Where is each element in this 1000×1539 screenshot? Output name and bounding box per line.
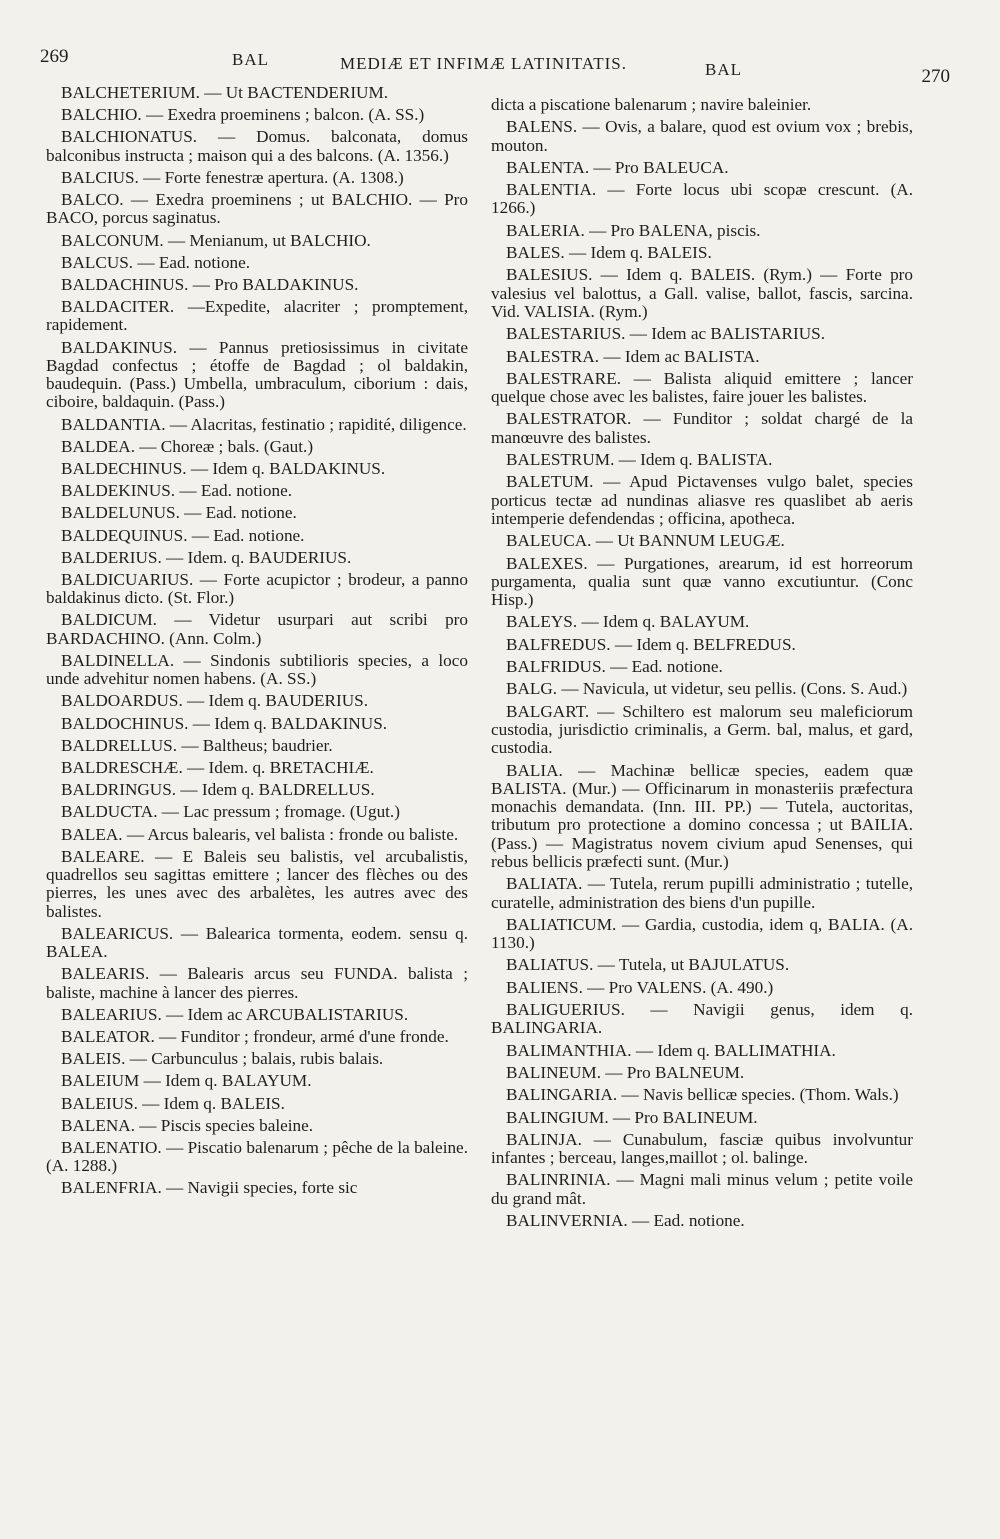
left-column xyxy=(46,84,468,1202)
dictionary-entry: BALIA. — Machinæ bellicæ species, eadem quæ BALISTA. (Mur.) — Officinarum in monasteriis præfectura monachis demandata. (Inn. III. PP.) — Tutela, auctoritas, tributum pro protectione a domino concessa ; ut BAILIA. (Pass.) — Magistratus novem civium apud Senenses, qui rebus bellicis præfecti sunt. (Mur.) xyxy=(491,760,913,871)
dictionary-entry: BALEIUM — Idem q. BALAYUM. xyxy=(61,1071,312,1091)
dictionary-entry: BALIATICUM. — Gardia, custodia, idem q, BALIA. (A. 1130.) xyxy=(491,914,913,953)
dictionary-entry: BALDRESCHÆ. — Idem. q. BRETACHIÆ. xyxy=(61,757,374,777)
dictionary-entry: BALDACITER. —Expedite, alacriter ; promptement, rapidement. xyxy=(46,297,468,335)
dictionary-entry: BALCHIONATUS. — Domus. balconata, domus balconibus instructa ; maison qui a des balcons. (A. 1356.) xyxy=(46,127,468,165)
dictionary-entry: BALDECHINUS. — Idem q. BALDAKINUS. xyxy=(61,459,386,479)
dictionary-entry: BALINRINIA. — Magni mali minus velum ; petite voile du grand mât. xyxy=(491,1170,913,1208)
dictionary-entry: BALENTIA. — Forte locus ubi scopæ crescunt. (A. 1266.) xyxy=(491,180,913,218)
running-head-center: MEDIÆ ET INFIMÆ LATINITATIS. xyxy=(340,54,627,73)
dictionary-entry: BALESIUS. — Idem q. BALEIS. (Rym.) — Forte pro valesius vel balottus, a Gall. valise, ballot, fascis, sarcina. Vid. VALISIA. (Rym.) xyxy=(491,265,913,321)
dictionary-entry: BALESTRARE. — Balista aliquid emittere ; lancer quelque chose avec les balistes, faire jouer les balistes. xyxy=(491,368,913,407)
dictionary-entry: BALDACHINUS. — Pro BALDAKINUS. xyxy=(61,274,359,294)
dictionary-entry: BALCHIO. — Exedra proeminens ; balcon. (A. SS.) xyxy=(61,105,425,125)
dictionary-entry: BALESTRATOR. — Funditor ; soldat chargé de la manœuvre des balistes. xyxy=(491,409,913,447)
dictionary-entry: BALDRINGUS. — Idem q. BALDRELLUS. xyxy=(61,780,375,800)
dictionary-entry: BALDELUNUS. — Ead. notione. xyxy=(61,503,297,523)
dictionary-entry: BALDOCHINUS. — Idem q. BALDAKINUS. xyxy=(61,713,388,733)
dictionary-entry: BALENS. — Ovis, a balare, quod est ovium vox ; brebis, mouton. xyxy=(491,117,913,155)
dictionary-entry: BALDAKINUS. — Pannus pretiosissimus in civitate Bagdad confectus ; étoffe de Bagdad ; ol baldakin, baudequin. (Pass.) Umbella, umbraculum, ciborium : dais, ciboire, baldaquin. (Pass.) xyxy=(46,337,468,412)
dictionary-entry: BALENTA. — Pro BALEUCA. xyxy=(506,157,729,177)
page-header xyxy=(40,44,950,87)
dictionary-entry: BALEARE. — E Baleis seu balistis, vel arcubalistis, quadrellos seu sagittas emittere ; lancer des flèches ou des pierres, les unes avec des arbalètes, les autres avec des balistes. xyxy=(46,846,468,921)
dictionary-entry: BALCO. — Exedra proeminens ; ut BALCHIO. — Pro BACO, porcus saginatus. xyxy=(46,190,468,228)
dictionary-entry: BALIATUS. — Tutela, ut BAJULATUS. xyxy=(506,955,790,975)
dictionary-entry: BALEARIS. — Balearis arcus seu FUNDA. balista ; baliste, machine à lancer des pierres. xyxy=(46,964,468,1002)
running-head-right: BAL xyxy=(705,60,742,79)
dictionary-entry: BALINGARIA. — Navis bellicæ species. (Thom. Wals.) xyxy=(506,1085,899,1105)
dictionary-entry: BALES. — Idem q. BALEIS. xyxy=(506,243,712,263)
dictionary-entry: BALIENS. — Pro VALENS. (A. 490.) xyxy=(506,977,774,997)
dictionary-entry: BALDEA. — Choreæ ; bals. (Gaut.) xyxy=(61,436,314,456)
dictionary-entry: BALEUCA. — Ut BANNUM LEUGÆ. xyxy=(506,531,785,551)
dictionary-entry: BALEA. — Arcus balearis, vel balista : fronde ou baliste. xyxy=(61,824,459,844)
dictionary-entry: BALGART. — Schiltero est malorum seu maleficiorum custodia, jurisdictio criminalis, a Germ. bal, malus, et gard, custodia. xyxy=(491,701,913,758)
dictionary-entry: BALENA. — Piscis species baleine. xyxy=(61,1115,314,1135)
page-number-right: 270 xyxy=(921,66,950,87)
page-number-left: 269 xyxy=(40,46,69,67)
dictionary-entry: BALCONUM. — Menianum, ut BALCHIO. xyxy=(61,230,371,250)
dictionary-entry: BALFREDUS. — Idem q. BELFREDUS. xyxy=(506,634,796,654)
dictionary-entry: BALCUS. — Ead. notione. xyxy=(61,252,251,272)
dictionary-entry: BALIMANTHIA. — Idem q. BALLIMATHIA. xyxy=(506,1040,836,1060)
dictionary-entry: BALENATIO. — Piscatio balenarum ; pêche de la baleine. (A. 1288.) xyxy=(46,1137,468,1176)
dictionary-entry: BALESTARIUS. — Idem ac BALISTARIUS. xyxy=(506,324,826,344)
right-column xyxy=(491,96,913,1234)
dictionary-entry: BALINEUM. — Pro BALNEUM. xyxy=(506,1062,745,1082)
dictionary-entry: BALDEQUINUS. — Ead. notione. xyxy=(61,525,305,545)
dictionary-entry: BALETUM. — Apud Pictavenses vulgo balet, species porticus tectæ ad nundinas aliasve res quaslibet ab aeris intemperie defendendas ; officina, apotheca. xyxy=(491,472,913,528)
dictionary-entry: BALEXES. — Purgationes, arearum, id est horreorum purgamenta, qualia sunt quæ vanno excutiuntur. (Conc Hisp.) xyxy=(491,553,913,610)
dictionary-entry: BALDERIUS. — Idem. q. BAUDERIUS. xyxy=(61,547,352,567)
dictionary-entry: BALDUCTA. — Lac pressum ; fromage. (Ugut.) xyxy=(61,802,400,822)
dictionary-entry: BALEYS. — Idem q. BALAYUM. xyxy=(506,612,750,632)
dictionary-entry: BALIGUERIUS. — Navigii genus, idem q. BALINGARIA. xyxy=(491,1000,913,1038)
dictionary-entry: BALDINELLA. — Sindonis subtilioris species, a loco unde advehitur nomen habens. (A. SS.) xyxy=(46,650,468,689)
dictionary-entry: BALCIUS. — Forte fenestræ apertura. (A. 1308.) xyxy=(61,167,404,187)
dictionary-entry: BALEATOR. — Funditor ; frondeur, armé d'une fronde. xyxy=(61,1026,449,1046)
dictionary-entry: BALENFRIA. — Navigii species, forte sic xyxy=(61,1178,358,1198)
dictionary-entry: BALDICUARIUS. — Forte acupictor ; brodeur, a panno baldakinus dicto. (St. Flor.) xyxy=(46,569,468,608)
dictionary-entry: BALCHETERIUM. — Ut BACTENDERIUM. xyxy=(61,83,389,102)
dictionary-entry: BALEIS. — Carbunculus ; balais, rubis balais. xyxy=(61,1049,384,1069)
dictionary-entry: BALERIA. — Pro BALENA, piscis. xyxy=(506,220,761,240)
dictionary-entry: BALDICUM. — Videtur usurpari aut scribi pro BARDACHINO. (Ann. Colm.) xyxy=(46,610,468,648)
dictionary-entry: BALEARIUS. — Idem ac ARCUBALISTARIUS. xyxy=(61,1004,409,1024)
dictionary-entry: BALDRELLUS. — Baltheus; baudrier. xyxy=(61,735,333,755)
running-head-left: BAL xyxy=(232,50,269,69)
dictionary-entry: BALESTRA. — Idem ac BALISTA. xyxy=(506,346,760,366)
dictionary-entry: BALEARICUS. — Balearica tormenta, eodem. sensu q. BALEA. xyxy=(46,923,468,962)
dictionary-entry: BALESTRUM. — Idem q. BALISTA. xyxy=(506,450,773,470)
dictionary-entry: BALDANTIA. — Alacritas, festinatio ; rapidité, diligence. xyxy=(61,414,467,434)
dictionary-entry: dicta a piscatione balenarum ; navire baleinier. xyxy=(491,95,812,114)
dictionary-entry: BALDEKINUS. — Ead. notione. xyxy=(61,481,293,501)
dictionary-entry: BALDOARDUS. — Idem q. BAUDERIUS. xyxy=(61,691,368,711)
dictionary-entry: BALINGIUM. — Pro BALINEUM. xyxy=(506,1107,758,1127)
dictionary-entry: BALINVERNIA. — Ead. notione. xyxy=(506,1211,745,1231)
dictionary-entry: BALIATA. — Tutela, rerum pupilli administratio ; tutelle, curatelle, administration des biens d'un pupille. xyxy=(491,874,913,912)
dictionary-entry: BALFRIDUS. — Ead. notione. xyxy=(506,657,723,677)
dictionary-entry: BALG. — Navicula, ut videtur, seu pellis. (Cons. S. Aud.) xyxy=(506,679,908,699)
dictionary-entry: BALEIUS. — Idem q. BALEIS. xyxy=(61,1093,285,1113)
dictionary-entry: BALINJA. — Cunabulum, fasciæ quibus involvuntur infantes ; berceau, langes,maillot ; ol. balinge. xyxy=(491,1129,913,1168)
